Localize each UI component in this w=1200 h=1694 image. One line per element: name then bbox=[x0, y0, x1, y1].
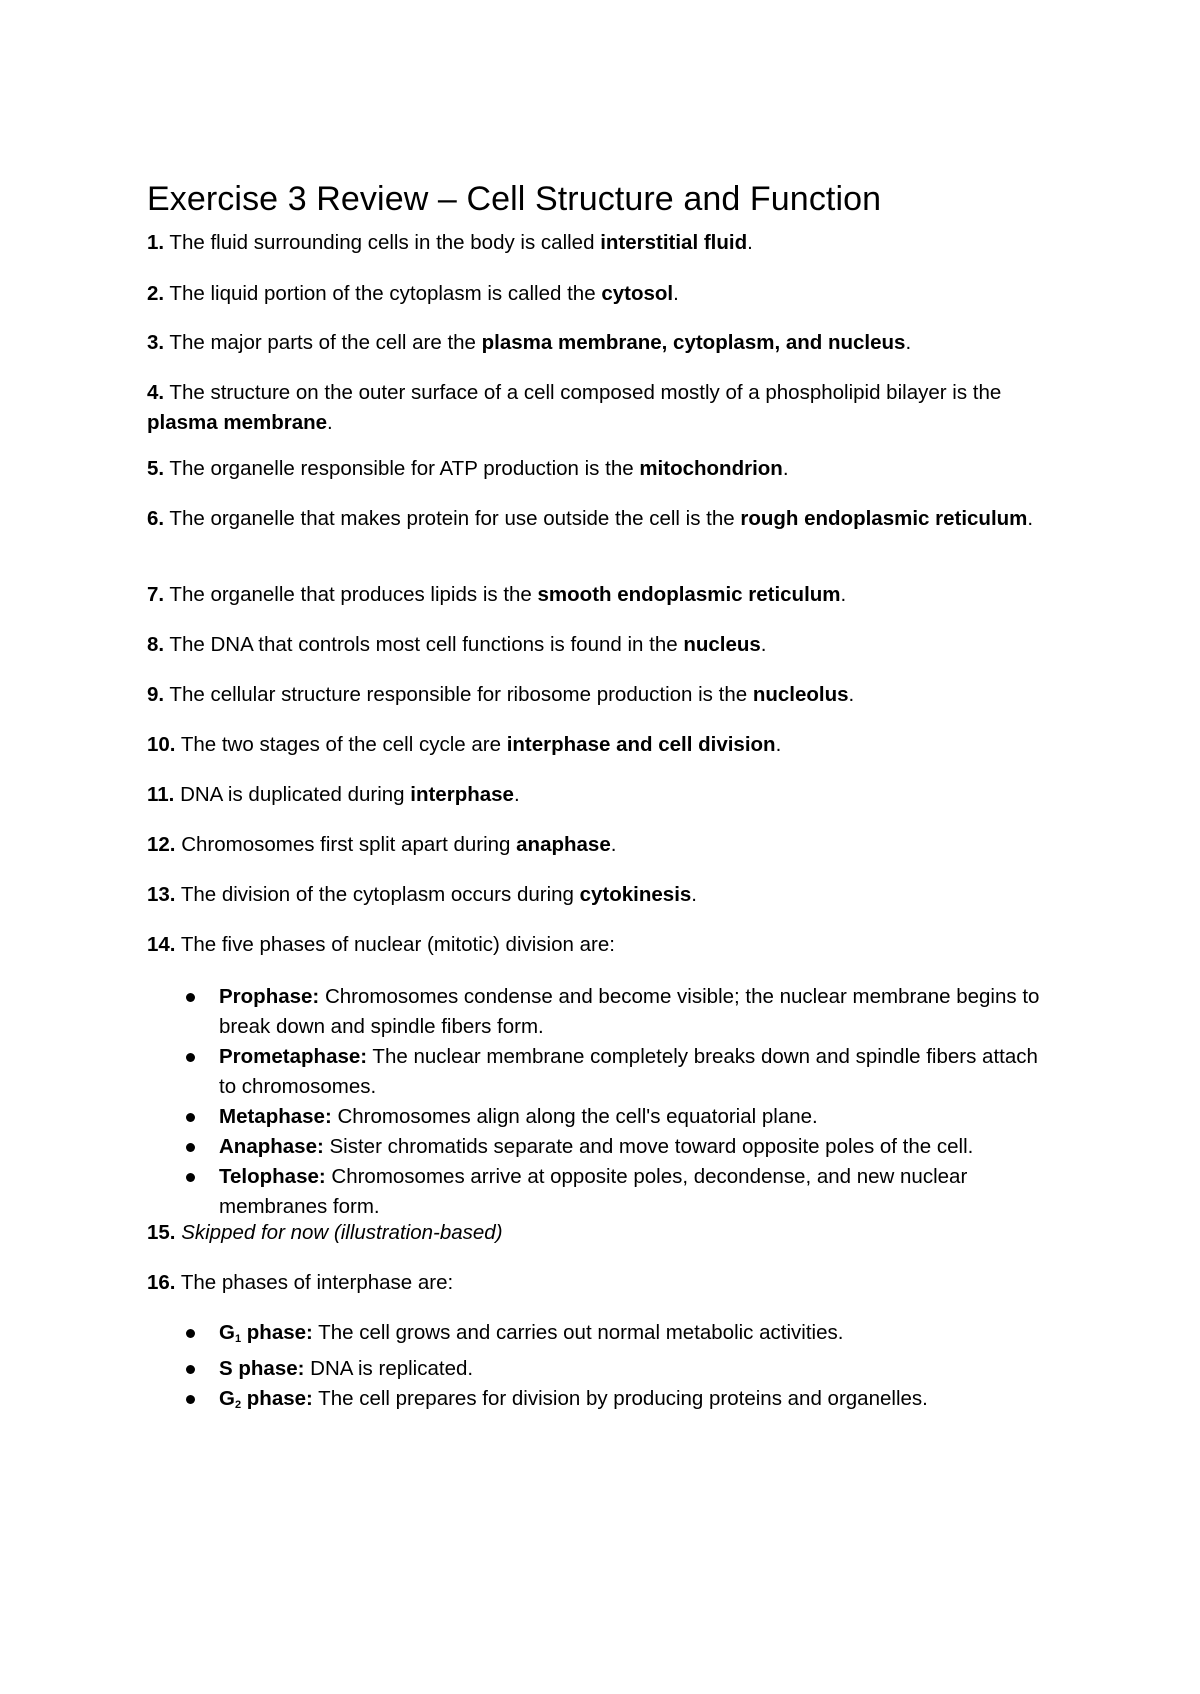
bullet-icon bbox=[186, 1365, 195, 1374]
question-punct: . bbox=[848, 683, 855, 706]
question-14 bbox=[147, 930, 1067, 960]
phase-label: S phase: bbox=[219, 1357, 305, 1380]
answer: interphase bbox=[410, 783, 514, 806]
question-number: 8. bbox=[147, 633, 165, 656]
question-number: 6. bbox=[147, 507, 165, 530]
phase-label: Prometaphase: bbox=[219, 1045, 368, 1068]
question-number: 3. bbox=[147, 331, 165, 354]
list-item bbox=[180, 982, 1060, 1042]
phase-label: $G_2$ phase: bbox=[219, 1387, 313, 1411]
question-number: 2. bbox=[147, 282, 165, 305]
question-number: 13. bbox=[147, 883, 176, 906]
answer: cytosol bbox=[601, 282, 674, 305]
question-number: 16. bbox=[147, 1271, 176, 1294]
question-number: 9. bbox=[147, 683, 165, 706]
phase-label: $G_1$ phase: bbox=[219, 1321, 313, 1345]
question-number: 5. bbox=[147, 457, 165, 480]
question-punct: . bbox=[327, 411, 333, 434]
question-text: The structure on the outer surface of a cell composed mostly of a phospholipid bilayer is the bbox=[164, 381, 1002, 404]
question-text: The division of the cytoplasm occurs during bbox=[175, 883, 580, 906]
question-punct: . bbox=[760, 633, 767, 656]
question-punct: . bbox=[747, 231, 753, 254]
phase-text: Chromosomes align along the cell's equatorial plane. bbox=[331, 1105, 818, 1128]
bullet-icon bbox=[186, 1113, 195, 1122]
answer: plasma membrane, cytoplasm, and nucleus bbox=[481, 331, 906, 354]
phase-text: The nuclear membrane completely breaks down and spindle fibers attach to chromosomes. bbox=[219, 1045, 1038, 1098]
question-13 bbox=[147, 880, 1067, 910]
question-number: 12. bbox=[147, 833, 176, 856]
question-text: The phases of interphase are: bbox=[175, 1271, 454, 1294]
question-punct: . bbox=[840, 583, 847, 606]
answer: anaphase bbox=[516, 833, 611, 856]
question-punct: . bbox=[691, 883, 697, 906]
question-text: Skipped for now (illustration-based) bbox=[175, 1221, 503, 1244]
question-text: The organelle responsible for ATP production is the bbox=[164, 457, 640, 480]
question-12 bbox=[147, 830, 1067, 860]
answer: interstitial fluid bbox=[600, 231, 748, 254]
question-number: 14. bbox=[147, 933, 176, 956]
question-3 bbox=[147, 328, 1067, 358]
question-5 bbox=[147, 454, 1067, 484]
answer: cytokinesis bbox=[579, 883, 692, 906]
question-text: The five phases of nuclear (mitotic) division are: bbox=[175, 933, 615, 956]
question-7 bbox=[147, 580, 1067, 610]
question-text: The fluid surrounding cells in the body is called bbox=[164, 231, 601, 254]
question-text: The two stages of the cell cycle are bbox=[175, 733, 507, 756]
phase-text: The cell prepares for division by producing proteins and organelles. bbox=[312, 1387, 928, 1410]
question-punct: . bbox=[782, 457, 789, 480]
question-6 bbox=[147, 504, 1067, 534]
question-text: Chromosomes first split apart during bbox=[175, 833, 517, 856]
question-text: The major parts of the cell are the bbox=[164, 331, 482, 354]
answer: plasma membrane bbox=[147, 411, 328, 434]
question-punct: . bbox=[513, 783, 520, 806]
bullet-icon bbox=[186, 1395, 195, 1404]
phase-text: Chromosomes condense and become visible; the nuclear membrane begins to break down and spindle fibers form. bbox=[219, 985, 1040, 1038]
phase-label: Prophase: bbox=[219, 985, 320, 1008]
question-number: 10. bbox=[147, 733, 176, 756]
answer: interphase and cell division bbox=[506, 733, 776, 756]
bullet-icon bbox=[186, 1053, 195, 1062]
question-9 bbox=[147, 680, 1067, 710]
question-number: 15. bbox=[147, 1221, 176, 1244]
question-text: DNA is duplicated during bbox=[174, 783, 411, 806]
phase-text: The cell grows and carries out normal metabolic activities. bbox=[312, 1321, 844, 1344]
phase-label: Telophase: bbox=[219, 1165, 326, 1188]
question-4 bbox=[147, 378, 1067, 438]
interphase-phase-list bbox=[180, 1318, 1060, 1420]
bullet-icon bbox=[186, 993, 195, 1002]
list-item bbox=[180, 1042, 1060, 1102]
bullet-icon bbox=[186, 1329, 195, 1338]
question-punct: . bbox=[673, 282, 679, 305]
phase-text: DNA is replicated. bbox=[304, 1357, 474, 1380]
list-item bbox=[180, 1384, 1060, 1420]
question-text: The organelle that makes protein for use outside the cell is the bbox=[164, 507, 741, 530]
question-1 bbox=[147, 228, 1067, 258]
question-11 bbox=[147, 780, 1067, 810]
question-text: The liquid portion of the cytoplasm is called the bbox=[164, 282, 602, 305]
bullet-icon bbox=[186, 1143, 195, 1152]
question-number: 4. bbox=[147, 381, 165, 404]
question-number: 1. bbox=[147, 231, 165, 254]
question-punct: . bbox=[610, 833, 617, 856]
list-item bbox=[180, 1132, 1060, 1162]
phase-text: Chromosomes arrive at opposite poles, decondense, and new nuclear membranes form. bbox=[219, 1165, 968, 1218]
phase-label: Metaphase: bbox=[219, 1105, 332, 1128]
list-item bbox=[180, 1354, 1060, 1384]
answer: nucleus bbox=[683, 633, 761, 656]
question-number: 11. bbox=[147, 783, 175, 806]
list-item bbox=[180, 1162, 1060, 1222]
page-title: Exercise 3 Review – Cell Structure and Function bbox=[147, 180, 882, 218]
phase-text: Sister chromatids separate and move toward opposite poles of the cell. bbox=[323, 1135, 974, 1158]
question-number: 7. bbox=[147, 583, 165, 606]
question-text: The cellular structure responsible for ribosome production is the bbox=[164, 683, 753, 706]
list-item bbox=[180, 1318, 1060, 1354]
answer: nucleolus bbox=[752, 683, 849, 706]
question-10 bbox=[147, 730, 1067, 760]
answer: rough endoplasmic reticulum bbox=[740, 507, 1028, 530]
question-2 bbox=[147, 279, 1067, 309]
question-8 bbox=[147, 630, 1067, 660]
mitosis-phase-list bbox=[180, 982, 1060, 1222]
phase-label: Anaphase: bbox=[219, 1135, 324, 1158]
answer: mitochondrion bbox=[639, 457, 783, 480]
question-punct: . bbox=[905, 331, 912, 354]
answer: smooth endoplasmic reticulum bbox=[537, 583, 841, 606]
question-punct: . bbox=[1027, 507, 1034, 530]
question-punct: . bbox=[775, 733, 782, 756]
question-16 bbox=[147, 1268, 1067, 1298]
bullet-icon bbox=[186, 1173, 195, 1182]
list-item bbox=[180, 1102, 1060, 1132]
question-text: The DNA that controls most cell functions is found in the bbox=[164, 633, 684, 656]
question-15 bbox=[147, 1218, 1067, 1248]
question-text: The organelle that produces lipids is the bbox=[164, 583, 538, 606]
